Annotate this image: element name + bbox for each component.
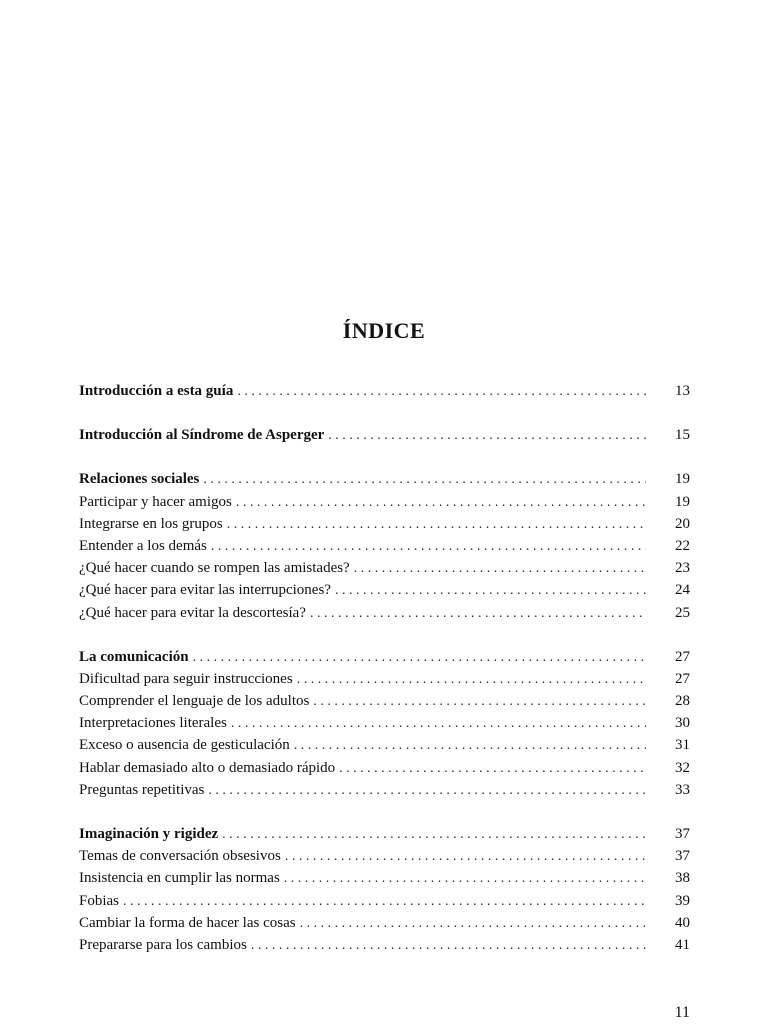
toc-entry-page: 13 (675, 383, 690, 399)
toc-entry-label: Cambiar la forma de hacer las cosas (79, 914, 296, 931)
toc-entry-page: 33 (675, 781, 690, 798)
leader-dots (251, 935, 646, 957)
toc-entry[interactable] (79, 380, 690, 402)
toc-entry-page: 30 (675, 715, 690, 732)
toc-entry-page: 23 (675, 560, 690, 577)
toc-entry-label: Introducción a esta guía (79, 383, 234, 399)
leader-dots (297, 669, 646, 691)
leader-dots (328, 425, 646, 447)
toc-entry-page: 25 (675, 604, 690, 621)
toc-section-social-relations (79, 468, 690, 623)
toc-section-imagination (79, 823, 690, 956)
leader-dots (227, 514, 646, 536)
toc-entry-page: 22 (675, 537, 690, 554)
toc-entry-page: 27 (675, 648, 690, 665)
toc-entry[interactable] (79, 779, 690, 801)
toc-entry-page: 37 (675, 848, 690, 865)
toc-entry-label: Exceso o ausencia de gesticulación (79, 737, 290, 754)
leader-dots (208, 780, 646, 802)
toc-entry-label: Interpretaciones literales (79, 715, 227, 732)
toc-entry-label: Participar y hacer amigos (79, 493, 232, 510)
toc-entry[interactable] (79, 712, 690, 734)
toc-entry[interactable] (79, 734, 690, 756)
toc-entry[interactable] (79, 579, 690, 601)
toc-entry[interactable] (79, 468, 690, 490)
leader-dots (300, 913, 646, 935)
toc-entry-page: 27 (675, 670, 690, 687)
toc-entry-page: 19 (675, 493, 690, 510)
page-number: 11 (674, 1004, 690, 1021)
toc-section-intro-asperger (79, 424, 690, 446)
toc-entry-label: La comunicación (79, 648, 189, 665)
leader-dots (123, 891, 646, 913)
toc-entry-label: Comprender el lenguaje de los adultos (79, 693, 310, 710)
toc-section-communication (79, 646, 690, 801)
toc-entry-page: 38 (675, 870, 690, 887)
toc-entry-page: 19 (675, 471, 690, 488)
leader-dots (313, 691, 646, 713)
toc-entry-label: Fobias (79, 892, 120, 909)
table-of-contents (79, 380, 690, 978)
toc-entry-page: 15 (675, 427, 690, 444)
toc-entry-page: 41 (675, 936, 690, 953)
toc-entry[interactable] (79, 867, 690, 889)
toc-entry-label: ¿Qué hacer cuando se rompen las amistades? (79, 560, 350, 577)
leader-dots (354, 558, 646, 580)
toc-entry-page: 40 (675, 914, 690, 931)
toc-entry[interactable] (79, 513, 690, 535)
leader-dots (203, 469, 646, 491)
toc-entry-page: 37 (675, 826, 690, 842)
toc-entry[interactable] (79, 845, 690, 867)
toc-entry[interactable] (79, 646, 690, 668)
toc-entry-label: ¿Qué hacer para evitar la descortesía? (79, 604, 306, 621)
toc-entry-page: 39 (675, 892, 690, 909)
toc-entry-label: Integrarse en los grupos (79, 515, 223, 532)
toc-entry-label: Preguntas repetitivas (79, 781, 205, 798)
leader-dots (193, 647, 646, 669)
toc-entry[interactable] (79, 690, 690, 712)
toc-entry-page: 32 (675, 759, 690, 776)
leader-dots (339, 758, 646, 780)
toc-entry[interactable] (79, 557, 690, 579)
toc-entry-label: Introducción al Síndrome de Asperger (79, 427, 325, 444)
toc-entry[interactable] (79, 823, 690, 845)
leader-dots (335, 580, 646, 602)
toc-entry-label: Hablar demasiado alto o demasiado rápido (79, 759, 336, 776)
leader-dots (236, 492, 646, 514)
leader-dots (285, 846, 646, 868)
leader-dots (237, 381, 646, 403)
toc-entry-page: 28 (675, 693, 690, 710)
toc-entry[interactable] (79, 934, 690, 956)
toc-entry-label: Temas de conversación obsesivos (79, 848, 281, 865)
toc-entry-page: 20 (675, 515, 690, 532)
toc-entry-page: 24 (675, 582, 690, 599)
leader-dots (310, 603, 646, 625)
toc-section-intro-guide (79, 380, 690, 402)
toc-entry[interactable] (79, 890, 690, 912)
toc-entry-page: 31 (675, 737, 690, 754)
leader-dots (294, 735, 646, 757)
toc-entry-label: ¿Qué hacer para evitar las interrupciones? (79, 582, 331, 599)
toc-entry-label: Relaciones sociales (79, 471, 200, 488)
page-title: ÍNDICE (342, 318, 426, 343)
toc-entry-label: Dificultad para seguir instrucciones (79, 670, 293, 687)
toc-entry[interactable] (79, 912, 690, 934)
leader-dots (222, 824, 646, 846)
toc-entry[interactable] (79, 491, 690, 513)
toc-entry-label: Imaginación y rigidez (79, 826, 219, 842)
toc-entry-label: Insistencia en cumplir las normas (79, 870, 280, 887)
toc-entry[interactable] (79, 602, 690, 624)
toc-entry[interactable] (79, 535, 690, 557)
leader-dots (211, 536, 646, 558)
leader-dots (231, 713, 646, 735)
toc-entry-label: Prepararse para los cambios (79, 936, 247, 953)
toc-entry-label: Entender a los demás (79, 537, 207, 554)
toc-entry[interactable] (79, 424, 690, 446)
toc-entry[interactable] (79, 757, 690, 779)
toc-entry[interactable] (79, 668, 690, 690)
leader-dots (284, 868, 646, 890)
